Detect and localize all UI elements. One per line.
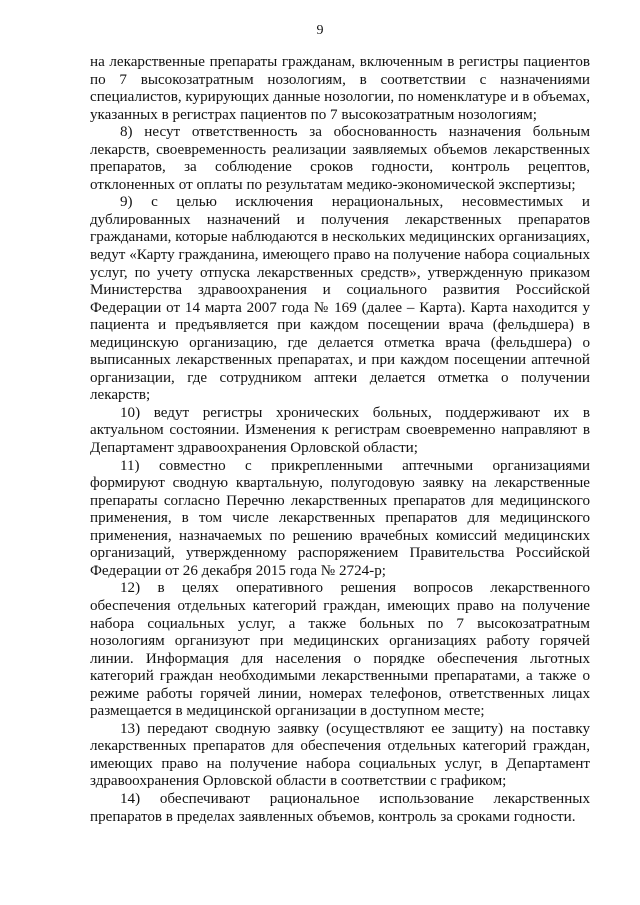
paragraph-item-10: 10) ведут регистры хронических больных, поддерживают их в актуальном состоянии. Изменения к регистрам своевременно направляют в Департамент здравоохранения Орловской области; [90,404,590,457]
paragraph-continuation: на лекарственные препараты гражданам, включенным в регистры пациентов по 7 высокозатратным нозологиям, в соответствии с назначениями специалистов, курирующих данные нозологии, по номенклатуре и в объемах, указанных в регистрах пациентов по 7 высокозатратным нозологиям; [90,54,590,123]
paragraph-item-9: 9) с целью исключения нерациональных, несовместимых и дублированных назначений и получения лекарственных препаратов гражданами, которые наблюдаются в нескольких медицинских организациях, ведут «Карту гражданина, имеющего право на получение набора социальных услуг, по учету отпуска лекарственных средств», утвержденную приказом Министерства здравоохранения и социального развития Российской Федерации от 14 марта 2007 года № 169 (далее – Карта). Карта находится у пациента и предъявляется при каждом посещении врача (фельдшера) в медицинскую организацию, где делается отметка врача (фельдшера) о выписанных лекарственных препаратах, и при каждом посещении аптечной организации, где сотрудником аптеки делается отметка о получении лекарств; [90,194,590,404]
paragraph-item-11: 11) совместно с прикрепленными аптечными организациями формируют сводную квартальную, полугодовую заявку на лекарственные препараты согласно Перечню лекарственных препаратов для медицинского применения, в том числе лекарственных препаратов для медицинского применения, назначаемых по решению врачебных комиссий медицинских организаций, утвержденному распоряжением Правительства Российской Федерации от 26 декабря 2015 года № 2724-р; [90,457,590,579]
paragraph-item-13: 13) передают сводную заявку (осуществляют ее защиту) на поставку лекарственных препаратов для обеспечения отдельных категорий граждан, имеющих право на получение набора социальных услуг, в Департамент здравоохранения Орловской области в соответствии с графиком; [90,720,590,790]
document-body [90,54,590,826]
paragraph-item-8: 8) несут ответственность за обоснованность назначения больным лекарств, своевременность реализации заявляемых объемов лекарственных препаратов, за соблюдение сроков годности, контроль рецептов, отклоненных от оплаты по результатам медико-экономической экспертизы; [90,124,590,193]
page-number: 9 [316,23,324,38]
paragraph-item-12: 12) в целях оперативного решения вопросов лекарственного обеспечения отдельных категорий граждан, имеющих право на получение набора социальных услуг, а также больных по 7 высокозатратным нозологиям организуют при медицинских организациях работу горячей линии. Информация для населения о порядке обеспечения льготных категорий граждан необходимыми лекарственными препаратами, а также о режиме работы горячей линии, номерах телефонов, ответственных лицах размещается в медицинской организации в доступном месте; [90,580,590,720]
paragraph-item-14: 14) обеспечивают рациональное использование лекарственных препаратов в пределах заявленных объемов, контроль за сроками годности. [90,790,590,825]
